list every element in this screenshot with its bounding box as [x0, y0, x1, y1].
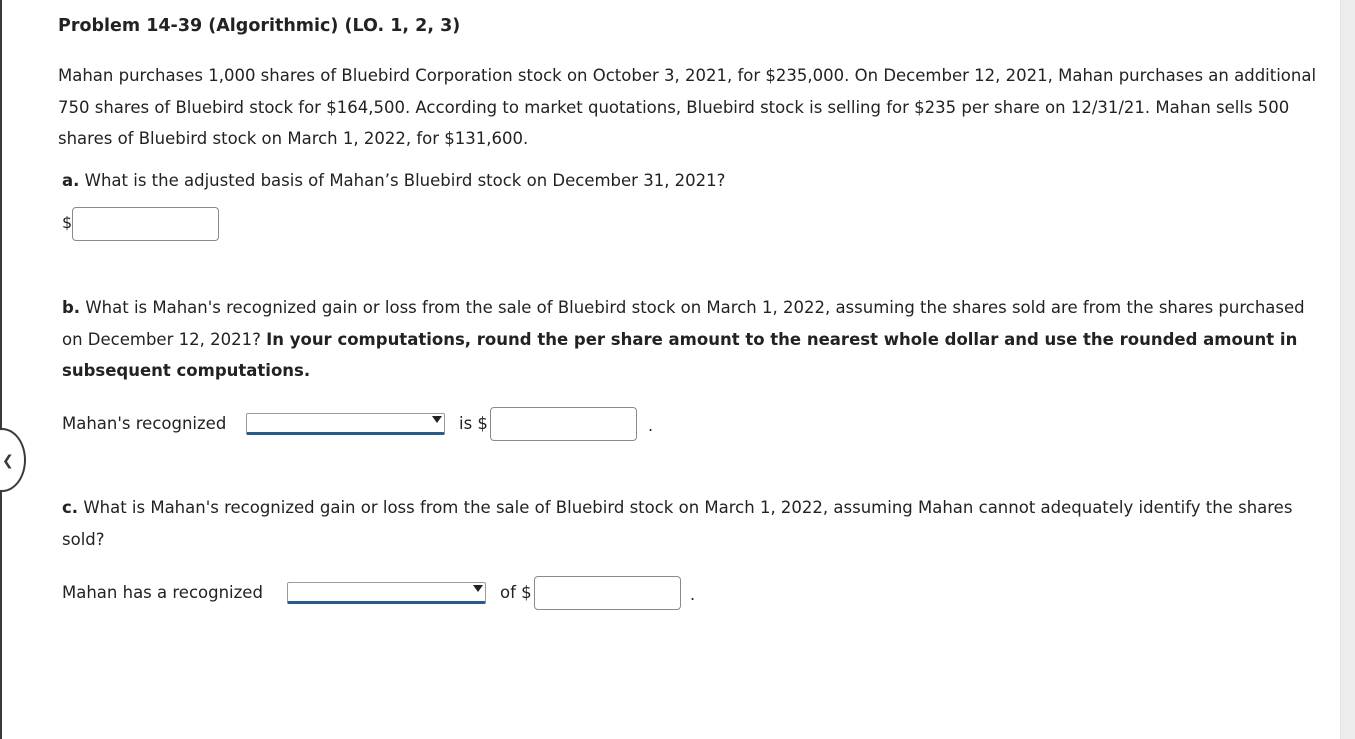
answer-c-prefix: Mahan has a recognized [62, 583, 263, 602]
currency-symbol-a: $ [62, 213, 73, 232]
question-c-label: c. [62, 498, 79, 517]
answer-c-period: . [690, 585, 696, 604]
vertical-scrollbar[interactable] [1340, 0, 1355, 739]
gain-loss-select-b[interactable] [246, 413, 445, 435]
gain-loss-amount-input-b[interactable] [490, 407, 637, 441]
question-b-text: What is Mahan's recognized gain or loss from the sale of Bluebird stock on March 1, 2022, assuming the shares sold are from the shares purchased on December 12, 2021? [62, 298, 1305, 349]
caret-down-icon [473, 585, 483, 592]
question-a [62, 171, 725, 190]
adjusted-basis-input[interactable] [72, 207, 219, 241]
answer-b-period: . [648, 416, 654, 435]
question-c-text: What is Mahan's recognized gain or loss from the sale of Bluebird stock on March 1, 2022, assuming Mahan cannot adequately identify the shares sold? [62, 498, 1293, 549]
question-c [62, 492, 1332, 555]
caret-down-icon [432, 416, 442, 423]
question-a-text: What is the adjusted basis of Mahan’s Bluebird stock on December 31, 2021? [84, 171, 726, 190]
collapse-panel-button[interactable] [0, 428, 26, 492]
problem-intro: Mahan purchases 1,000 shares of Bluebird Corporation stock on October 3, 2021, for $235,000. On December 12, 2021, Mahan purchases an additional 750 shares of Bluebird stock for $164,500. According to market quotations, Bluebird stock is selling for $235 per share on 12/31/21. Mahan sells 500 shares of Bluebird stock on March 1, 2022, for $131,600. [58, 66, 1317, 148]
answer-b-prefix: Mahan's recognized [62, 414, 227, 433]
question-b-instruction: In your computations, round the per share amount to the nearest whole dollar and use the rounded amount in subsequent computations. [62, 329, 1298, 380]
question-b [62, 292, 1312, 387]
chevron-left-icon: ❮ [2, 453, 14, 469]
answer-b-middle: is $ [459, 414, 488, 433]
problem-title: Problem 14-39 (Algorithmic) (LO. 1, 2, 3) [58, 16, 461, 36]
question-b-label: b. [62, 298, 81, 317]
answer-c-middle: of $ [500, 583, 532, 602]
question-a-label: a. [62, 171, 80, 190]
gain-loss-amount-input-c[interactable] [534, 576, 681, 610]
left-panel-border [0, 0, 2, 739]
gain-loss-select-c[interactable] [287, 582, 486, 604]
